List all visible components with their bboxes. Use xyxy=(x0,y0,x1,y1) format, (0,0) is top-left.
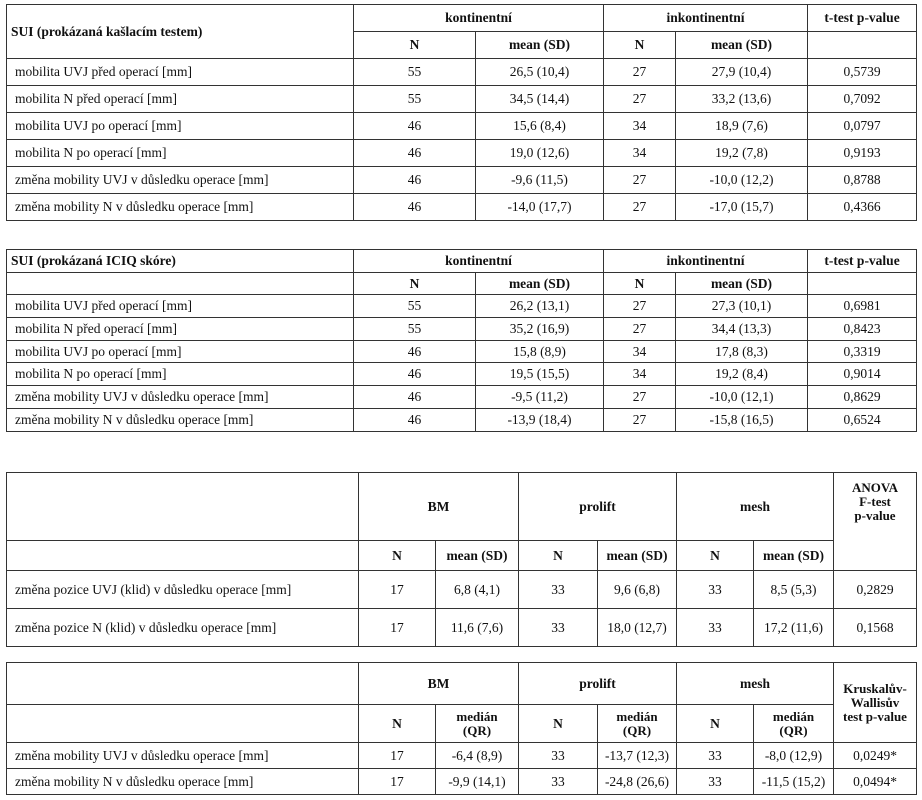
table-row xyxy=(7,318,917,341)
test-header-line: ANOVA xyxy=(852,480,898,495)
test-header: t-test p-value xyxy=(808,250,917,273)
median-value: -8,0 (12,9) xyxy=(754,743,834,769)
sub-header-median xyxy=(754,705,834,743)
median-value: -13,7 (12,3) xyxy=(598,743,677,769)
median-value: -6,4 (8,9) xyxy=(436,743,519,769)
n-value: 46 xyxy=(354,408,476,431)
median-value: -11,5 (15,2) xyxy=(754,769,834,795)
group-header-prolift: prolift xyxy=(519,473,677,541)
n-value: 46 xyxy=(354,363,476,386)
sub-header-n: N xyxy=(604,32,676,59)
sub-header-mean: mean (SD) xyxy=(476,32,604,59)
test-header xyxy=(834,663,917,743)
p-value: 0,6981 xyxy=(808,295,917,318)
table-row xyxy=(7,386,917,409)
n-value: 46 xyxy=(354,167,476,194)
n-value: 33 xyxy=(677,609,754,647)
p-value: 0,7092 xyxy=(808,86,917,113)
empty-cell xyxy=(7,473,359,541)
sub-header-n: N xyxy=(354,32,476,59)
mean-value: 26,2 (13,1) xyxy=(476,295,604,318)
p-value: 0,0797 xyxy=(808,113,917,140)
table-row xyxy=(7,194,917,221)
row-label: mobilita UVJ po operací [mm] xyxy=(7,340,354,363)
row-label: mobilita N po operací [mm] xyxy=(7,140,354,167)
table-row xyxy=(7,363,917,386)
p-value: 0,1568 xyxy=(834,609,917,647)
mean-value: 33,2 (13,6) xyxy=(676,86,808,113)
n-value: 33 xyxy=(677,743,754,769)
row-label: mobilita UVJ před operací [mm] xyxy=(7,59,354,86)
n-value: 27 xyxy=(604,167,676,194)
mean-value: -9,5 (11,2) xyxy=(476,386,604,409)
mean-value: -13,9 (18,4) xyxy=(476,408,604,431)
n-value: 17 xyxy=(359,769,436,795)
row-label: mobilita N po operací [mm] xyxy=(7,363,354,386)
empty-cell xyxy=(808,272,917,295)
mean-value: 34,4 (13,3) xyxy=(676,318,808,341)
mean-value: -10,0 (12,1) xyxy=(676,386,808,409)
n-value: 55 xyxy=(354,59,476,86)
n-value: 27 xyxy=(604,194,676,221)
row-label: změna mobility N v důsledku operace [mm] xyxy=(7,408,354,431)
table-row xyxy=(7,295,917,318)
group-header-prolift: prolift xyxy=(519,663,677,705)
n-value: 34 xyxy=(604,340,676,363)
table-row xyxy=(7,743,917,769)
test-header: t-test p-value xyxy=(808,5,917,32)
table-row xyxy=(7,140,917,167)
mean-value: -10,0 (12,2) xyxy=(676,167,808,194)
n-value: 33 xyxy=(519,609,598,647)
n-value: 46 xyxy=(354,194,476,221)
row-label: změna mobility N v důsledku operace [mm] xyxy=(7,194,354,221)
n-value: 46 xyxy=(354,140,476,167)
empty-cell xyxy=(7,705,359,743)
row-label: změna mobility UVJ v důsledku operace [mm] xyxy=(7,386,354,409)
group-header-continent: kontinentní xyxy=(354,250,604,273)
p-value: 0,9193 xyxy=(808,140,917,167)
group-header-mesh: mesh xyxy=(677,663,834,705)
mean-value: 15,6 (8,4) xyxy=(476,113,604,140)
table-row xyxy=(7,86,917,113)
median-line: medián xyxy=(772,708,815,724)
mean-value: 18,9 (7,6) xyxy=(676,113,808,140)
group-header-continent: kontinentní xyxy=(354,5,604,32)
mean-value: 17,2 (11,6) xyxy=(754,609,834,647)
n-value: 27 xyxy=(604,86,676,113)
p-value: 0,4366 xyxy=(808,194,917,221)
n-value: 33 xyxy=(677,769,754,795)
p-value: 0,2829 xyxy=(834,571,917,609)
row-label: změna pozice N (klid) v důsledku operace [mm] xyxy=(7,609,359,647)
median-value: -24,8 (26,6) xyxy=(598,769,677,795)
p-value: 0,5739 xyxy=(808,59,917,86)
sub-header-n: N xyxy=(677,541,754,571)
mean-value: 19,0 (12,6) xyxy=(476,140,604,167)
mean-value: 19,5 (15,5) xyxy=(476,363,604,386)
mean-value: 8,5 (5,3) xyxy=(754,571,834,609)
median-line: (QR) xyxy=(462,722,492,738)
sub-header-mean: mean (SD) xyxy=(598,541,677,571)
n-value: 17 xyxy=(359,571,436,609)
n-value: 55 xyxy=(354,295,476,318)
sub-header-n: N xyxy=(677,705,754,743)
n-value: 33 xyxy=(519,571,598,609)
n-value: 34 xyxy=(604,140,676,167)
row-label: mobilita UVJ před operací [mm] xyxy=(7,295,354,318)
table-sui-cough-test xyxy=(6,4,917,221)
row-label: mobilita N před operací [mm] xyxy=(7,86,354,113)
table-row xyxy=(7,609,917,647)
p-value: 0,8629 xyxy=(808,386,917,409)
sub-header-n: N xyxy=(354,272,476,295)
test-header-line: F-test xyxy=(859,494,891,509)
group-header-mesh: mesh xyxy=(677,473,834,541)
table-title: SUI (prokázaná ICIQ skóre) xyxy=(7,250,354,273)
group-header-incontinent: inkontinentní xyxy=(604,250,808,273)
sub-header-mean: mean (SD) xyxy=(436,541,519,571)
sub-header-median xyxy=(436,705,519,743)
row-label: mobilita UVJ po operací [mm] xyxy=(7,113,354,140)
n-value: 27 xyxy=(604,408,676,431)
sub-header-mean: mean (SD) xyxy=(476,272,604,295)
row-label: změna mobility UVJ v důsledku operace [mm] xyxy=(7,167,354,194)
mean-value: 17,8 (8,3) xyxy=(676,340,808,363)
table-row xyxy=(7,571,917,609)
test-header-line: Kruskalův- xyxy=(843,680,907,696)
empty-cell xyxy=(7,663,359,705)
mean-value: -14,0 (17,7) xyxy=(476,194,604,221)
table-mobility-change-kruskal-wallis xyxy=(6,662,917,795)
mean-value: 11,6 (7,6) xyxy=(436,609,519,647)
row-label: změna mobility N v důsledku operace [mm] xyxy=(7,769,359,795)
p-value: 0,8423 xyxy=(808,318,917,341)
empty-cell xyxy=(808,32,917,59)
n-value: 46 xyxy=(354,113,476,140)
group-header-bm: BM xyxy=(359,473,519,541)
mean-value: -17,0 (15,7) xyxy=(676,194,808,221)
mean-value: 34,5 (14,4) xyxy=(476,86,604,113)
mean-value: 15,8 (8,9) xyxy=(476,340,604,363)
mean-value: -9,6 (11,5) xyxy=(476,167,604,194)
n-value: 27 xyxy=(604,59,676,86)
median-line: medián xyxy=(456,708,498,724)
median-line: (QR) xyxy=(779,722,808,738)
n-value: 33 xyxy=(519,769,598,795)
n-value: 55 xyxy=(354,86,476,113)
mean-value: 9,6 (6,8) xyxy=(598,571,677,609)
mean-value: 26,5 (10,4) xyxy=(476,59,604,86)
empty-cell xyxy=(7,272,354,295)
mean-value: 27,3 (10,1) xyxy=(676,295,808,318)
table-row xyxy=(7,167,917,194)
p-value: 0,0249* xyxy=(834,743,917,769)
test-header-line: test p-value xyxy=(843,708,907,724)
table-row xyxy=(7,408,917,431)
sub-header-n: N xyxy=(519,541,598,571)
table-row xyxy=(7,340,917,363)
median-line: medián xyxy=(616,708,658,724)
p-value: 0,3319 xyxy=(808,340,917,363)
sub-header-n: N xyxy=(604,272,676,295)
n-value: 33 xyxy=(677,571,754,609)
sub-header-n: N xyxy=(519,705,598,743)
n-value: 17 xyxy=(359,743,436,769)
median-line: (QR) xyxy=(622,722,652,738)
mean-value: 35,2 (16,9) xyxy=(476,318,604,341)
n-value: 46 xyxy=(354,386,476,409)
table-sui-iciq-score xyxy=(6,249,917,432)
table-row xyxy=(7,113,917,140)
sub-header-n: N xyxy=(359,705,436,743)
n-value: 55 xyxy=(354,318,476,341)
sub-header-n: N xyxy=(359,541,436,571)
test-header-line: Wallisův xyxy=(850,694,900,710)
empty-cell xyxy=(7,541,359,571)
table-row xyxy=(7,769,917,795)
mean-value: 19,2 (8,4) xyxy=(676,363,808,386)
n-value: 46 xyxy=(354,340,476,363)
sub-header-mean: mean (SD) xyxy=(754,541,834,571)
table-position-change-anova xyxy=(6,472,917,647)
table-row xyxy=(7,59,917,86)
group-header-incontinent: inkontinentní xyxy=(604,5,808,32)
median-value: -9,9 (14,1) xyxy=(436,769,519,795)
n-value: 34 xyxy=(604,113,676,140)
sub-header-mean: mean (SD) xyxy=(676,272,808,295)
sub-header-median xyxy=(598,705,677,743)
p-value: 0,8788 xyxy=(808,167,917,194)
mean-value: 18,0 (12,7) xyxy=(598,609,677,647)
p-value: 0,9014 xyxy=(808,363,917,386)
test-header-line: p-value xyxy=(854,508,896,523)
row-label: změna mobility UVJ v důsledku operace [mm] xyxy=(7,743,359,769)
n-value: 27 xyxy=(604,295,676,318)
p-value: 0,6524 xyxy=(808,408,917,431)
n-value: 33 xyxy=(519,743,598,769)
n-value: 17 xyxy=(359,609,436,647)
sub-header-mean: mean (SD) xyxy=(676,32,808,59)
row-label: mobilita N před operací [mm] xyxy=(7,318,354,341)
n-value: 27 xyxy=(604,318,676,341)
n-value: 27 xyxy=(604,386,676,409)
row-label: změna pozice UVJ (klid) v důsledku operace [mm] xyxy=(7,571,359,609)
mean-value: 27,9 (10,4) xyxy=(676,59,808,86)
mean-value: 6,8 (4,1) xyxy=(436,571,519,609)
test-header xyxy=(834,473,917,571)
mean-value: 19,2 (7,8) xyxy=(676,140,808,167)
p-value: 0,0494* xyxy=(834,769,917,795)
n-value: 34 xyxy=(604,363,676,386)
mean-value: -15,8 (16,5) xyxy=(676,408,808,431)
group-header-bm: BM xyxy=(359,663,519,705)
table-title: SUI (prokázaná kašlacím testem) xyxy=(7,5,354,59)
